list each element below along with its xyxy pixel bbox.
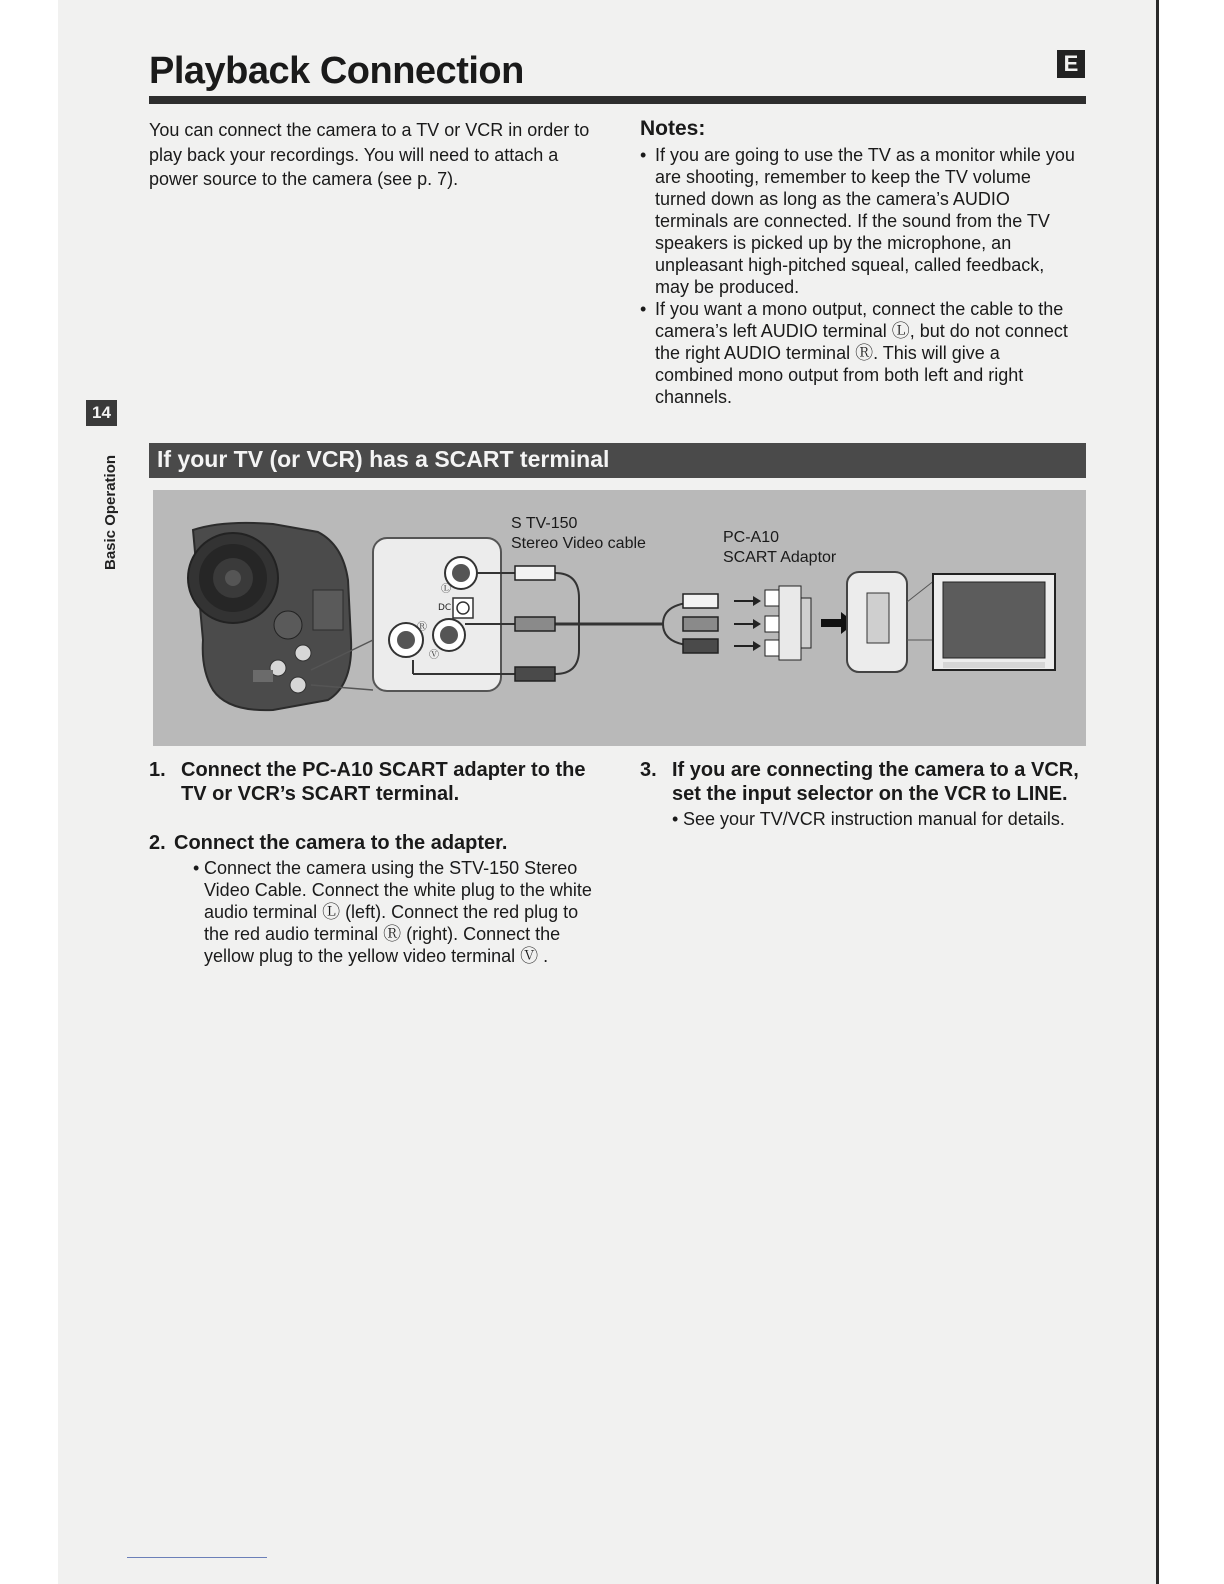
step-2-text: Connect the camera to the adapter. — [174, 832, 508, 854]
connection-diagram — [153, 490, 1086, 746]
intro-paragraph: You can connect the camera to a TV or VCR in order to play back your recordings. You will need to attach a power source to the camera (see p. 7). — [149, 120, 590, 189]
step-1-number: 1. — [149, 759, 166, 781]
tv-illustration — [933, 574, 1055, 670]
page-title: Playback Connection — [149, 50, 524, 92]
notes-heading: Notes: — [640, 117, 706, 140]
step-3-title — [640, 758, 1085, 806]
notes-block — [640, 117, 1080, 408]
adaptor-label-name: SCART Adaptor — [723, 549, 837, 566]
cable-label-name: Stereo Video cable — [511, 535, 646, 552]
camcorder-illustration — [188, 523, 351, 710]
step-3-number: 3. — [640, 759, 657, 781]
step-1-text: Connect the PC-A10 SCART adapter to the TV or VCR’s SCART terminal. — [181, 759, 586, 805]
step-3-text: If you are connecting the camera to a VCR, set the input selector on the VCR to LINE. — [672, 759, 1079, 805]
step-1-title — [149, 758, 604, 806]
section-header — [149, 443, 1086, 478]
section-title: If your TV (or VCR) has a SCART terminal — [157, 446, 610, 472]
notes-list — [640, 144, 1080, 408]
terminal-v-label: Ⓥ — [429, 650, 439, 661]
terminal-l-label: Ⓛ — [441, 584, 451, 595]
step-2-title — [149, 831, 604, 855]
step-2-detail: • Connect the camera using the STV-150 Stereo Video Cable. Connect the white plug to the white audio terminal Ⓛ (left). Connect the red plug to the red audio terminal Ⓡ (right). Connect the yellow plug to the yellow video terminal Ⓥ . — [193, 857, 604, 967]
step-gap — [149, 806, 604, 831]
language-badge: E — [1057, 50, 1085, 78]
cable-label-model: S TV-150 — [511, 515, 578, 532]
dc-label: DC — [438, 603, 452, 613]
scan-edge-line — [127, 1557, 267, 1558]
page-number: 14 — [86, 400, 117, 426]
connection-diagram-illustration — [153, 490, 1086, 746]
step-3-detail: • See your TV/VCR instruction manual for details. — [672, 808, 1085, 830]
step-2-number: 2. — [149, 832, 166, 854]
steps-column-left — [149, 758, 604, 967]
note-item: • If you are going to use the TV as a monitor while you are shooting, remember to keep the TV volume turned down as long as the camera’s AUDIO terminals are connected. If the sound from the TV speakers is picked up by the microphone, an unpleasant high-pitched squeal, called feedback, may be produced. — [640, 144, 1080, 298]
page-edge — [1156, 0, 1159, 1584]
title-rule — [149, 96, 1086, 104]
steps-column-right — [640, 758, 1085, 830]
side-section-label: Basic Operation — [102, 454, 119, 570]
adaptor-label-model: PC-A10 — [723, 529, 780, 546]
terminal-r-label: Ⓡ — [417, 622, 427, 633]
note-item: • If you want a mono output, connect the cable to the camera’s left AUDIO terminal Ⓛ, but do not connect the right AUDIO terminal Ⓡ. This will give a combined mono output from both left and right channels. — [640, 298, 1080, 408]
